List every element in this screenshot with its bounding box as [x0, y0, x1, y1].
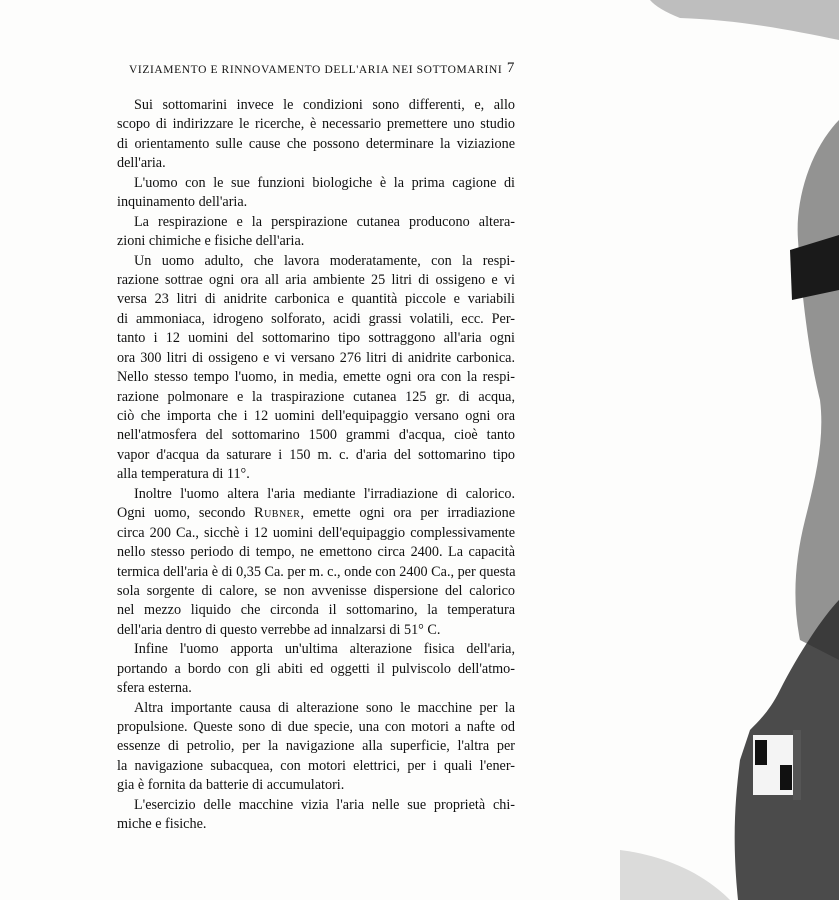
text-line: ora 300 litri di ossigeno e vi versano 276 litri di anidrite carbonica. — [117, 349, 515, 366]
text-line: nel mezzo liquido che circonda il sottomarino, la temperatura — [117, 602, 515, 619]
text-line: sola sorgente di calore, se non avvenisse dispersione del calorico — [117, 582, 515, 599]
text-line: razione polmonare e la traspirazione cutanea 125 gr. di acqua, — [117, 388, 515, 405]
text-line: razione sottrae ogni ora all aria ambiente 25 litri di ossigeno e vi — [117, 271, 515, 288]
scan-shadow-top — [650, 0, 839, 40]
text-line: termica dell'aria è di 0,35 Ca. per m. c., onde con 2400 Ca., per questa — [117, 563, 516, 580]
text-line: Infine l'uomo apporta un'ultima alterazione fisica dell'aria, — [134, 641, 515, 658]
author-name: Rubner — [254, 505, 301, 522]
text-line: la navigazione subacquea, con motori elettrici, per i quali l'ener- — [117, 757, 515, 774]
running-title: VIZIAMENTO E RINNOVAMENTO DELL'ARIA NEI SOTTOMARINI — [129, 64, 503, 76]
text-line: di orientamento sulle cause che possono determinare la viziazione — [117, 135, 515, 152]
text-line: inquinamento dell'aria. — [117, 194, 248, 211]
text-line: La respirazione e la perspirazione cutanea producono altera- — [134, 213, 515, 230]
text-line: di ammoniaca, idrogeno solforato, acidi grassi volatili, ecc. Per- — [117, 310, 515, 327]
scan-edge-graphic — [620, 0, 839, 900]
text-line: L'esercizio delle macchine vizia l'aria nelle sue proprietà chi- — [134, 796, 515, 813]
scan-tag-stripe — [793, 730, 801, 800]
text-line: essenze di petrolio, per la navigazione alla superficie, l'altra per — [117, 738, 515, 755]
text-line: alla temperatura di 11°. — [117, 466, 250, 483]
text-line: tanto i 12 uomini del sottomarino tipo sottraggono all'aria ogni — [117, 330, 515, 347]
scan-tag-dark-2 — [780, 765, 792, 790]
text-line: nell'atmosfera del sottomarino 1500 grammi d'acqua, cioè tanto — [117, 427, 515, 444]
text-line: zioni chimiche e fisiche dell'aria. — [117, 233, 305, 250]
text-line: Un uomo adulto, che lavora moderatamente, con la respi- — [134, 252, 515, 269]
text-line: Nello stesso tempo l'uomo, in media, emette ogni ora con la respi- — [117, 369, 515, 386]
text-line: Sui sottomarini invece le condizioni sono differenti, e, allo — [134, 97, 515, 113]
running-head — [117, 60, 515, 80]
text-line: Inoltre l'uomo altera l'aria mediante l'irradiazione di calorico. — [134, 485, 515, 502]
text-line: sfera esterna. — [117, 680, 192, 697]
scan-tag-dark-1 — [755, 740, 767, 765]
scan-edge-artifact — [620, 0, 839, 900]
text-fragment: , emette ogni ora per irradiazione — [300, 505, 515, 522]
scan-shadow-mid — [795, 120, 839, 660]
text-line: versa 23 litri di anidrite carbonica e quantità piccole e variabili — [117, 291, 515, 308]
text-line: dell'aria. — [117, 155, 166, 172]
text-line: circa 200 Ca., sicchè i 12 uomini dell'equipaggio complessivamente — [117, 524, 515, 541]
text-line: L'uomo con le sue funzioni biologiche è la prima cagione di — [134, 174, 515, 191]
text-line: portando a bordo con gli abiti ed oggetti il pulviscolo dell'atmo- — [117, 660, 515, 677]
text-line: ciò che importa che i 12 uomini dell'equipaggio versano ogni ora — [117, 408, 515, 424]
text-line: miche e fisiche. — [117, 816, 207, 833]
text-line: dell'aria dentro di questo verrebbe ad innalzarsi di 51° C. — [117, 621, 441, 638]
text-line: scopo di indirizzare le ricerche, è necessario premettere uno studio — [117, 116, 515, 133]
text-line: gia è fornita da batterie di accumulatori. — [117, 777, 345, 794]
text-line: Altra importante causa di alterazione sono le macchine per la — [134, 699, 515, 716]
scan-dark-band — [790, 235, 839, 300]
body-text — [117, 96, 515, 835]
page-number: 7 — [506, 60, 515, 76]
text-fragment: Ogni uomo, secondo — [117, 505, 255, 522]
scan-shadow-bottom — [620, 850, 730, 900]
text-line: propulsione. Queste sono di due specie, una con motori a nafte od — [117, 719, 515, 735]
text-line: nello stesso periodo di tempo, ne emettono circa 2400. La capacità — [117, 544, 515, 561]
text-line — [117, 504, 515, 523]
text-line: vapor d'acqua da saturare i 150 m. c. d'aria del sottomarino tipo — [117, 446, 515, 463]
